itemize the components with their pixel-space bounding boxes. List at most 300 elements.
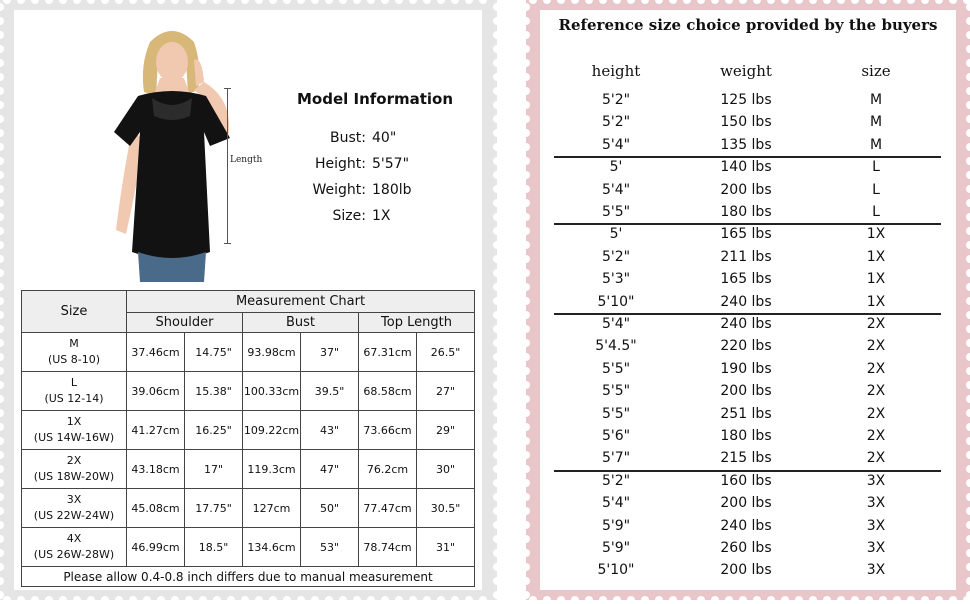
measurement-cell: 76.2cm <box>359 450 417 489</box>
buyer-weight: 165 lbs <box>720 271 772 288</box>
buyer-row <box>526 336 970 358</box>
buyer-size: 2X <box>866 360 886 377</box>
perforation <box>479 0 487 4</box>
buyer-height: 5'4" <box>601 316 631 332</box>
perforation <box>865 0 873 4</box>
perforation <box>966 381 970 389</box>
measurement-row <box>22 372 475 411</box>
measurement-row <box>22 528 475 567</box>
perforation <box>493 465 501 473</box>
perforation <box>641 0 649 4</box>
perforation <box>557 0 565 4</box>
perforation <box>949 596 957 604</box>
perforation <box>966 353 970 361</box>
perforation <box>543 596 551 604</box>
perforation <box>493 479 501 487</box>
measurement-cell: 27" <box>417 372 475 411</box>
measurement-table <box>21 290 475 587</box>
perforation <box>493 437 501 445</box>
perforation <box>935 596 943 604</box>
buyer-row <box>526 359 970 381</box>
perforation <box>966 227 970 235</box>
perforation <box>0 269 4 277</box>
buyer-size: 2X <box>866 338 886 355</box>
perforation <box>711 0 719 4</box>
buyer-size: 1X <box>866 271 886 288</box>
buyer-weight: 140 lbs <box>720 159 772 176</box>
perforation <box>227 596 235 604</box>
buyer-weight: 165 lbs <box>720 226 772 243</box>
model-info-title: Model Information <box>297 90 454 108</box>
perforation <box>465 0 473 4</box>
perforation <box>0 87 4 95</box>
perforation <box>17 596 25 604</box>
perforation <box>935 0 943 4</box>
model-info-label: Weight: <box>312 182 366 198</box>
perforation <box>353 596 361 604</box>
perforation <box>522 213 530 221</box>
measurement-cell: 29" <box>417 411 475 450</box>
perforation <box>493 493 501 501</box>
size-cell <box>22 411 127 450</box>
perforation <box>199 596 207 604</box>
bust-header: Bust <box>243 313 359 333</box>
us-size-label: (US 18W-20W) <box>33 470 115 483</box>
perforation <box>0 157 4 165</box>
buyer-row <box>526 269 970 291</box>
measurement-cell: 43.18cm <box>127 450 185 489</box>
perforation <box>522 409 530 417</box>
perforation <box>493 451 501 459</box>
measurement-cell: 37" <box>301 333 359 372</box>
buyer-weight: 135 lbs <box>720 136 772 153</box>
perforation <box>0 59 4 67</box>
perforation <box>129 0 137 4</box>
perforation <box>311 596 319 604</box>
perforation <box>739 596 747 604</box>
perforation <box>0 241 4 249</box>
measurement-cell: 17.75" <box>185 489 243 528</box>
buyer-size: M <box>869 114 883 131</box>
buyer-row <box>526 157 970 179</box>
perforation <box>31 0 39 4</box>
buyer-size: 2X <box>866 428 886 444</box>
perforation <box>297 596 305 604</box>
perforation <box>143 596 151 604</box>
perforation <box>739 0 747 4</box>
perforation <box>893 596 901 604</box>
perforation <box>493 507 501 515</box>
us-size-label: (US 12-14) <box>44 392 104 405</box>
measurement-row <box>22 489 475 528</box>
perforation <box>966 297 970 305</box>
measurement-cell: 78.74cm <box>359 528 417 567</box>
perforation <box>283 0 291 4</box>
perforation <box>966 591 970 599</box>
perforation <box>493 255 501 263</box>
size-cell <box>22 372 127 411</box>
perforation <box>522 101 530 109</box>
buyer-size: 1X <box>866 226 886 243</box>
perforation <box>451 0 459 4</box>
measurement-cell: 47" <box>301 450 359 489</box>
buyer-height: 5'5" <box>601 383 631 400</box>
perforation <box>0 437 4 445</box>
perforation <box>522 269 530 277</box>
perforation <box>213 596 221 604</box>
perforation <box>493 283 501 291</box>
perforation <box>949 0 957 4</box>
measurement-cell: 53" <box>301 528 359 567</box>
perforation <box>0 283 4 291</box>
buyer-height: 5' <box>609 226 623 243</box>
perforation <box>599 596 607 604</box>
perforation <box>17 0 25 4</box>
perforation <box>966 339 970 347</box>
perforation <box>241 596 249 604</box>
perforation <box>921 0 929 4</box>
perforation <box>851 596 859 604</box>
perforation <box>966 451 970 459</box>
perforation <box>966 171 970 179</box>
measurement-cell: 39.06cm <box>127 372 185 411</box>
buyer-size: M <box>869 136 883 153</box>
model-info-label: Size: <box>332 208 366 224</box>
perforation <box>893 0 901 4</box>
perforation <box>522 325 530 333</box>
perforation <box>0 255 4 263</box>
measurement-cell: 30.5" <box>417 489 475 528</box>
perforation <box>522 115 530 123</box>
perforation <box>493 101 501 109</box>
perforation <box>493 115 501 123</box>
perforation <box>879 596 887 604</box>
buyer-height: 5'5" <box>601 204 631 220</box>
perforation <box>465 596 473 604</box>
perforation <box>171 0 179 4</box>
buyer-size: 3X <box>866 540 886 556</box>
perforation <box>522 297 530 305</box>
model-info-row <box>294 208 391 224</box>
perforation <box>31 596 39 604</box>
perforation <box>522 367 530 375</box>
perforation <box>557 596 565 604</box>
measurement-cell: 45.08cm <box>127 489 185 528</box>
perforation <box>0 17 4 25</box>
perforation <box>522 437 530 445</box>
perforation <box>655 596 663 604</box>
buyer-height: 5'7" <box>601 450 631 467</box>
size-column-header: size <box>861 62 891 80</box>
perforation <box>493 297 501 305</box>
buyer-height: 5' <box>609 159 623 176</box>
perforation <box>613 0 621 4</box>
buyer-height: 5'5" <box>601 360 631 377</box>
perforation <box>522 353 530 361</box>
perforation <box>921 596 929 604</box>
buyer-height: 5'9" <box>601 517 631 534</box>
buyer-size: 3X <box>866 517 886 534</box>
buyer-weight: 215 lbs <box>720 450 772 467</box>
perforation <box>851 0 859 4</box>
buyer-height: 5'4.5" <box>595 338 637 355</box>
perforation <box>87 0 95 4</box>
measurement-cell: 18.5" <box>185 528 243 567</box>
perforation <box>493 339 501 347</box>
buyer-height: 5'6" <box>601 428 631 444</box>
perforation <box>966 157 970 165</box>
buyer-size: L <box>872 204 880 220</box>
perforation <box>809 0 817 4</box>
size-label: 4X <box>66 532 82 545</box>
perforation <box>493 129 501 137</box>
perforation <box>3 0 11 4</box>
measurement-cell: 39.5" <box>301 372 359 411</box>
perforation <box>966 549 970 557</box>
perforation <box>837 0 845 4</box>
model-info-row <box>294 130 396 146</box>
buyer-weight: 220 lbs <box>720 338 772 355</box>
shoulder-header: Shoulder <box>127 313 243 333</box>
perforation <box>493 423 501 431</box>
perforation <box>522 157 530 165</box>
buyer-height: 5'4" <box>601 136 631 153</box>
measurement-cell: 15.38" <box>185 372 243 411</box>
perforation <box>966 241 970 249</box>
perforation <box>809 596 817 604</box>
right-stamp-frame <box>526 0 970 600</box>
measurement-cell: 30" <box>417 450 475 489</box>
perforation <box>522 465 530 473</box>
perforation <box>493 311 501 319</box>
perforation <box>522 535 530 543</box>
perforation <box>493 45 501 53</box>
buyer-row <box>526 292 970 314</box>
measurement-cell: 77.47cm <box>359 489 417 528</box>
perforation <box>367 596 375 604</box>
buyer-size: 2X <box>866 405 886 422</box>
perforation <box>129 596 137 604</box>
perforation <box>522 479 530 487</box>
perforation <box>0 129 4 137</box>
buyer-row <box>526 135 970 157</box>
model-info-value: 5'57" <box>372 156 410 172</box>
perforation <box>0 367 4 375</box>
perforation <box>269 0 277 4</box>
buyer-size: 2X <box>866 316 886 332</box>
height-column-header: height <box>591 62 641 80</box>
perforation <box>493 17 501 25</box>
perforation <box>966 479 970 487</box>
measurement-row <box>22 450 475 489</box>
measurement-row <box>22 411 475 450</box>
perforation <box>669 596 677 604</box>
perforation <box>0 297 4 305</box>
perforation <box>0 423 4 431</box>
perforation <box>493 367 501 375</box>
perforation <box>522 451 530 459</box>
measurement-cell: 67.31cm <box>359 333 417 372</box>
perforation <box>0 115 4 123</box>
measurement-cell: 109.22cm <box>243 411 301 450</box>
size-cell <box>22 528 127 567</box>
perforation <box>311 0 319 4</box>
us-size-label: (US 14W-16W) <box>33 431 115 444</box>
top-length-header: Top Length <box>359 313 475 333</box>
size-label: 2X <box>66 454 82 467</box>
perforation <box>613 596 621 604</box>
perforation <box>522 283 530 291</box>
perforation <box>213 0 221 4</box>
us-size-label: (US 26W-28W) <box>33 548 115 561</box>
perforation <box>966 535 970 543</box>
perforation <box>0 31 4 39</box>
perforation <box>795 596 803 604</box>
buyer-weight: 190 lbs <box>720 360 772 377</box>
buyer-row <box>526 426 970 448</box>
perforation <box>725 596 733 604</box>
perforation <box>0 101 4 109</box>
perforation <box>493 3 501 11</box>
perforation <box>966 115 970 123</box>
perforation <box>823 0 831 4</box>
perforation <box>966 143 970 151</box>
perforation <box>966 59 970 67</box>
perforation <box>522 423 530 431</box>
perforation <box>479 596 487 604</box>
perforation <box>522 339 530 347</box>
perforation <box>966 17 970 25</box>
perforation <box>493 241 501 249</box>
perforation <box>493 185 501 193</box>
perforation <box>325 0 333 4</box>
perforation <box>493 353 501 361</box>
model-info-label: Height: <box>315 156 366 172</box>
measurement-cell: 50" <box>301 489 359 528</box>
perforation <box>493 227 501 235</box>
perforation <box>59 596 67 604</box>
perforation <box>283 596 291 604</box>
buyer-height: 5'2" <box>601 472 631 489</box>
perforation <box>543 0 551 4</box>
perforation <box>101 0 109 4</box>
perforation <box>522 521 530 529</box>
perforation <box>0 577 4 585</box>
perforation <box>0 409 4 417</box>
perforation <box>227 0 235 4</box>
perforation <box>255 0 263 4</box>
buyer-row <box>526 493 970 515</box>
perforation <box>966 3 970 11</box>
perforation <box>423 596 431 604</box>
perforation <box>966 199 970 207</box>
measurement-cell: 134.6cm <box>243 528 301 567</box>
buyer-size: 2X <box>866 450 886 467</box>
measurement-cell: 46.99cm <box>127 528 185 567</box>
perforation <box>0 563 4 571</box>
perforation <box>101 596 109 604</box>
perforation <box>87 596 95 604</box>
perforation <box>655 0 663 4</box>
buyer-weight: 240 lbs <box>720 517 772 534</box>
perforation <box>529 0 537 4</box>
measurement-cell: 100.33cm <box>243 372 301 411</box>
buyer-weight: 200 lbs <box>720 495 772 512</box>
perforation <box>767 0 775 4</box>
perforation <box>493 59 501 67</box>
perforation <box>0 353 4 361</box>
buyer-weight: 200 lbs <box>720 181 772 198</box>
perforation <box>907 0 915 4</box>
perforation <box>966 45 970 53</box>
buyer-weight: 180 lbs <box>720 428 772 444</box>
buyer-weight: 180 lbs <box>720 204 772 220</box>
perforation <box>3 596 11 604</box>
buyer-size: 3X <box>866 495 886 512</box>
perforation <box>493 269 501 277</box>
buyer-height: 5'4" <box>601 181 631 198</box>
model-info-value: 180lb <box>372 182 412 198</box>
measurement-note: Please allow 0.4-0.8 inch differs due to manual measurement <box>22 567 475 587</box>
perforation <box>0 45 4 53</box>
perforation <box>627 0 635 4</box>
perforation <box>522 381 530 389</box>
perforation <box>0 185 4 193</box>
buyers-reference-title: Reference size choice provided by the buyers <box>558 16 938 34</box>
perforation <box>0 73 4 81</box>
perforation <box>907 596 915 604</box>
perforation <box>966 73 970 81</box>
perforation <box>522 31 530 39</box>
perforation <box>966 325 970 333</box>
perforation <box>409 0 417 4</box>
perforation <box>493 31 501 39</box>
perforation <box>0 311 4 319</box>
perforation <box>753 0 761 4</box>
perforation <box>522 227 530 235</box>
perforation <box>522 3 530 11</box>
perforation <box>493 549 501 557</box>
buyer-weight: 211 lbs <box>720 248 772 265</box>
measurement-cell: 16.25" <box>185 411 243 450</box>
buyer-row <box>526 404 970 426</box>
measurement-cell: 14.75" <box>185 333 243 372</box>
measurement-cell: 41.27cm <box>127 411 185 450</box>
perforation <box>0 493 4 501</box>
perforation <box>255 596 263 604</box>
perforation <box>0 143 4 151</box>
weight-column-header: weight <box>720 62 772 80</box>
perforation <box>966 577 970 585</box>
buyer-size: L <box>872 159 880 176</box>
us-size-label: (US 22W-24W) <box>33 509 115 522</box>
perforation <box>522 199 530 207</box>
perforation <box>0 339 4 347</box>
perforation <box>641 596 649 604</box>
model-photo <box>102 20 242 282</box>
perforation <box>966 31 970 39</box>
perforation <box>367 0 375 4</box>
perforation <box>725 0 733 4</box>
model-info-value: 1X <box>372 208 391 224</box>
measurement-cell: 68.58cm <box>359 372 417 411</box>
perforation <box>837 596 845 604</box>
perforation <box>325 596 333 604</box>
perforation <box>493 591 501 599</box>
buyer-weight: 125 lbs <box>720 92 772 108</box>
measurement-cell: 73.66cm <box>359 411 417 450</box>
perforation <box>522 549 530 557</box>
